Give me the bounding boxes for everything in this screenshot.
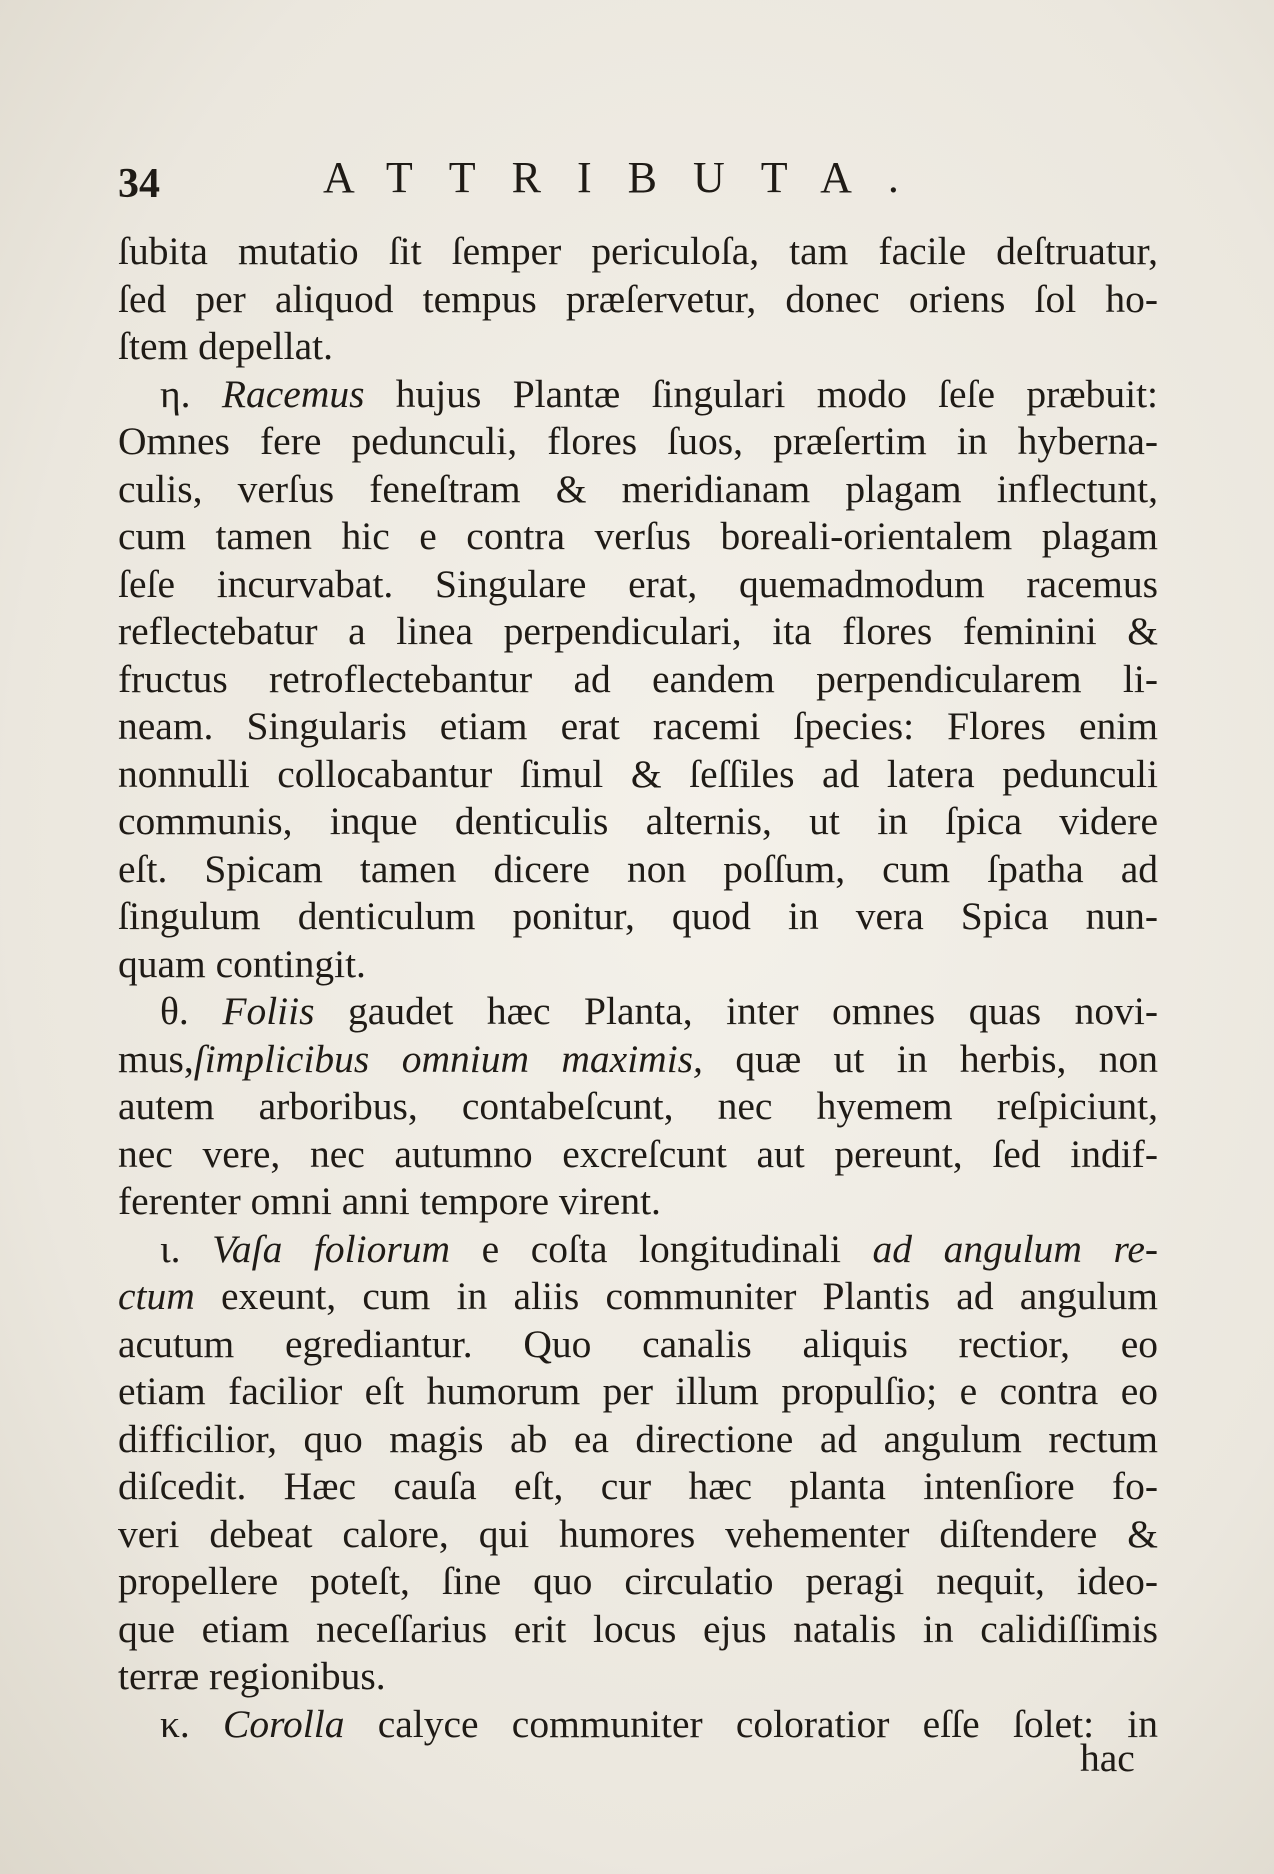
text-line: ι. Vaſa foliorum e coſta longitudinali ad angulum re- bbox=[118, 1226, 1158, 1274]
text-line: ſubita mutatio ſit ſemper periculoſa, tam facile deſtruatur, bbox=[118, 229, 1158, 273]
term-italic: Racemus bbox=[221, 371, 365, 416]
text-line: nonnulli collocabantur ſimul & ſeſſiles ad latera pedunculi bbox=[118, 751, 1158, 796]
text-line: Omnes fere pedunculi, flores ſuos, præſertim in hyberna- bbox=[118, 419, 1158, 463]
phrase-italic: ad angulum re- bbox=[872, 1226, 1159, 1271]
section-marker: η. bbox=[160, 371, 191, 416]
text-line: ſeſe incurvabat. Singulare erat, quemadmodum racemus bbox=[118, 561, 1158, 606]
text-line: culis, verſus feneſtram & meridianam plagam inflectunt, bbox=[118, 466, 1158, 511]
term-italic: Corolla bbox=[223, 1701, 345, 1746]
text-line: difficilior, quo magis ab ea directione ad angulum rectum bbox=[118, 1416, 1158, 1461]
catchword: hac bbox=[1080, 1736, 1135, 1780]
text-line: nec vere, nec autumno excreſcunt aut pereunt, ſed indif- bbox=[118, 1131, 1158, 1176]
section-marker: θ. bbox=[160, 989, 189, 1033]
text-line: ſtem depellat. bbox=[118, 324, 333, 368]
text-line: mus,ſimplicibus omnium maximis, quæ ut in herbis, non bbox=[118, 1036, 1158, 1081]
term-italic: Foliis bbox=[222, 989, 315, 1033]
text-line: communis, inque denticulis alternis, ut in ſpica videre bbox=[118, 799, 1158, 843]
text-line: quam contingit. bbox=[118, 941, 366, 986]
term-italic: Vaſa foliorum bbox=[212, 1226, 450, 1271]
text-line: propellere poteſt, ſine quo circulatio peragi nequit, ideo- bbox=[118, 1559, 1158, 1603]
text-line: cum tamen hic e contra verſus boreali-orientalem plagam bbox=[118, 514, 1158, 558]
text-line: diſcedit. Hæc cauſa eſt, cur hæc planta intenſiore fo- bbox=[118, 1464, 1158, 1508]
text-line: ſingulum denticulum ponitur, quod in vera Spica nun- bbox=[118, 894, 1158, 938]
text-line: neam. Singularis etiam erat racemi ſpecies: Flores enim bbox=[118, 704, 1158, 748]
text-line: ſed per aliquod tempus præſervetur, donec oriens ſol ho- bbox=[118, 276, 1158, 321]
text-line: ctum exeunt, cum in aliis communiter Plantis ad angulum bbox=[118, 1274, 1158, 1318]
text-line: θ. Foliis gaudet hæc Planta, inter omnes quas novi- bbox=[118, 988, 1158, 1036]
text-line: acutum egrediantur. Quo canalis aliquis rectior, eo bbox=[118, 1321, 1158, 1366]
text-line: κ. Corolla calyce communiter coloratior eſſe ſolet: in bbox=[118, 1701, 1158, 1749]
text-line: eſt. Spicam tamen dicere non poſſum, cum ſpatha ad bbox=[118, 846, 1158, 891]
text-line: terræ regionibus. bbox=[118, 1654, 386, 1698]
page-header bbox=[118, 148, 1168, 208]
text-line: etiam facilior eſt humorum per illum propulſio; e contra eo bbox=[118, 1369, 1158, 1413]
text-line: reflectebatur a linea perpendiculari, ita flores feminini & bbox=[118, 609, 1158, 653]
text-line: fructus retroflectebantur ad eandem perpendicularem li- bbox=[118, 656, 1158, 701]
text-line: ferenter omni anni tempore virent. bbox=[118, 1179, 661, 1223]
text-line: autem arboribus, contabeſcunt, nec hyemem reſpiciunt, bbox=[118, 1084, 1158, 1128]
phrase-italic: ſimplicibus omnium maximis, bbox=[193, 1036, 703, 1081]
phrase-italic: ctum bbox=[118, 1274, 195, 1318]
text-line: veri debeat calore, qui humores vehementer diſtendere & bbox=[118, 1511, 1158, 1556]
running-title: ATTRIBUTA. bbox=[323, 153, 935, 202]
text-line: η. Racemus hujus Plantæ ſingulari modo ſeſe præbuit: bbox=[118, 371, 1158, 419]
body-text bbox=[118, 228, 1158, 1748]
section-marker: κ. bbox=[160, 1701, 190, 1746]
text-line: que etiam neceſſarius erit locus ejus natalis in calidiſſimis bbox=[118, 1606, 1158, 1651]
page-number: 34 bbox=[118, 161, 160, 207]
section-marker: ι. bbox=[160, 1226, 181, 1271]
